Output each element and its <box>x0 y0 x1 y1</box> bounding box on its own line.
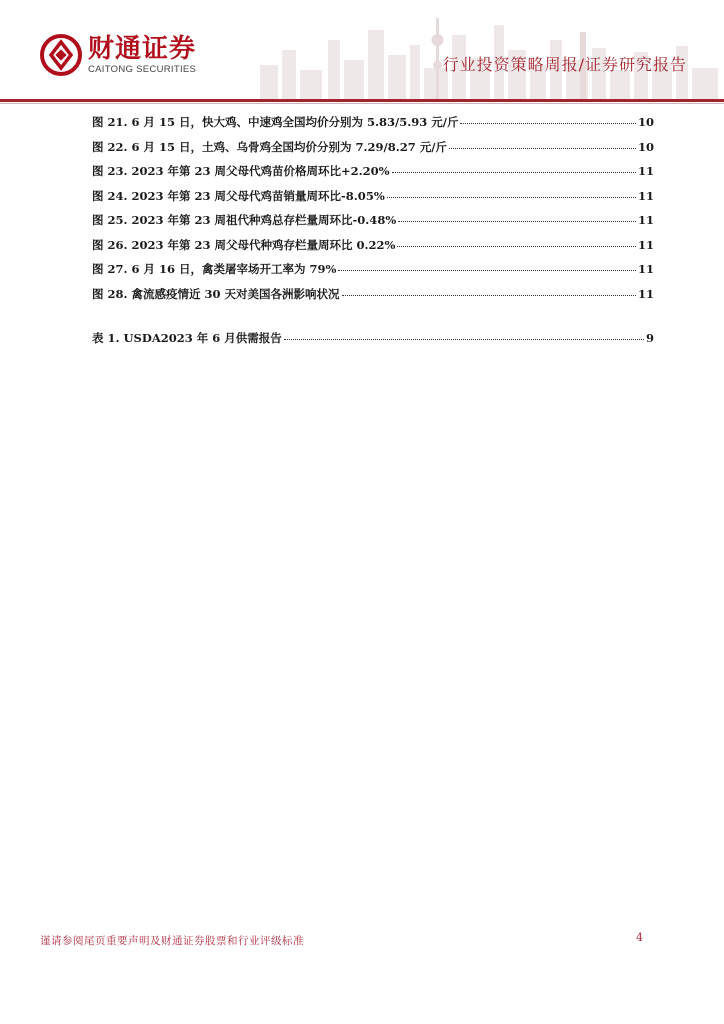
header-divider-thin <box>0 103 724 104</box>
brand-name-en: CAITONG SECURITIES <box>88 64 197 75</box>
toc-leader-dots <box>398 220 636 222</box>
toc-entry-label: 图 27. 6 月 16 日，禽类屠宰场开工率为 79% <box>92 262 337 276</box>
toc-leader-dots <box>397 245 636 247</box>
toc-entry-page: 11 <box>637 188 654 203</box>
toc-section-gap <box>92 310 654 330</box>
page-number: 4 <box>636 931 643 944</box>
toc-leader-dots <box>387 196 636 198</box>
toc-entry-table-1[interactable] <box>92 330 654 355</box>
toc-leader-dots <box>392 171 636 173</box>
toc-entry-page: 9 <box>645 331 654 345</box>
toc-entry-page: 11 <box>637 262 654 276</box>
toc-entry-figure-27[interactable] <box>92 261 654 286</box>
toc-entry-label: 表 1. USDA2023 年 6 月供需报告 <box>92 331 282 345</box>
toc-entry-label: 图 23. 2023 年第 23 周父母代鸡苗价格周环比+2.20% <box>92 164 390 178</box>
toc-entry-figure-28[interactable] <box>92 286 654 311</box>
table-of-contents <box>92 114 654 355</box>
toc-entry-figure-24[interactable] <box>92 188 654 213</box>
toc-leader-dots <box>284 338 644 340</box>
toc-entry-figure-23[interactable] <box>92 163 654 188</box>
toc-entry-label: 图 28. 禽流感疫情近 30 天对美国各洲影响状况 <box>92 286 340 301</box>
toc-entry-label: 图 22. 6 月 15 日，土鸡、乌骨鸡全国均价分别为 7.29/8.27 元/斤 <box>92 139 447 154</box>
page-header <box>0 0 724 104</box>
toc-entry-page: 10 <box>637 139 654 154</box>
caitong-coin-logo-icon <box>40 34 82 76</box>
toc-entry-label: 图 21. 6 月 15 日，快大鸡、中速鸡全国均价分别为 5.83/5.93 元/斤 <box>92 115 459 129</box>
toc-entry-label: 图 26. 2023 年第 23 周父母代种鸡存栏量周环比 0.22% <box>92 237 396 252</box>
toc-leader-dots <box>460 122 636 124</box>
brand-name-cn: 财通证券 <box>88 34 197 64</box>
toc-entry-figure-22[interactable] <box>92 139 654 164</box>
footer-disclaimer: 谨请参阅尾页重要声明及财通证券股票和行业评级标准 <box>40 935 304 947</box>
toc-entry-page: 11 <box>637 237 654 252</box>
toc-entry-label: 图 24. 2023 年第 23 周父母代鸡苗销量周环比-8.05% <box>92 188 385 203</box>
toc-entry-figure-21[interactable] <box>92 114 654 139</box>
toc-entry-page: 11 <box>637 164 654 178</box>
toc-leader-dots <box>338 269 636 271</box>
toc-entry-page: 10 <box>637 115 654 129</box>
header-divider <box>0 99 724 102</box>
toc-leader-dots <box>342 294 636 296</box>
toc-entry-label: 图 25. 2023 年第 23 周祖代种鸡总存栏量周环比-0.48% <box>92 213 397 227</box>
toc-entry-figure-25[interactable] <box>92 212 654 237</box>
toc-leader-dots <box>449 147 636 149</box>
toc-entry-figure-26[interactable] <box>92 237 654 262</box>
company-logo <box>40 34 196 76</box>
report-type-title: 行业投资策略周报/证券研究报告 <box>442 55 687 74</box>
toc-entry-page: 11 <box>637 213 654 227</box>
toc-entry-page: 11 <box>637 286 654 301</box>
